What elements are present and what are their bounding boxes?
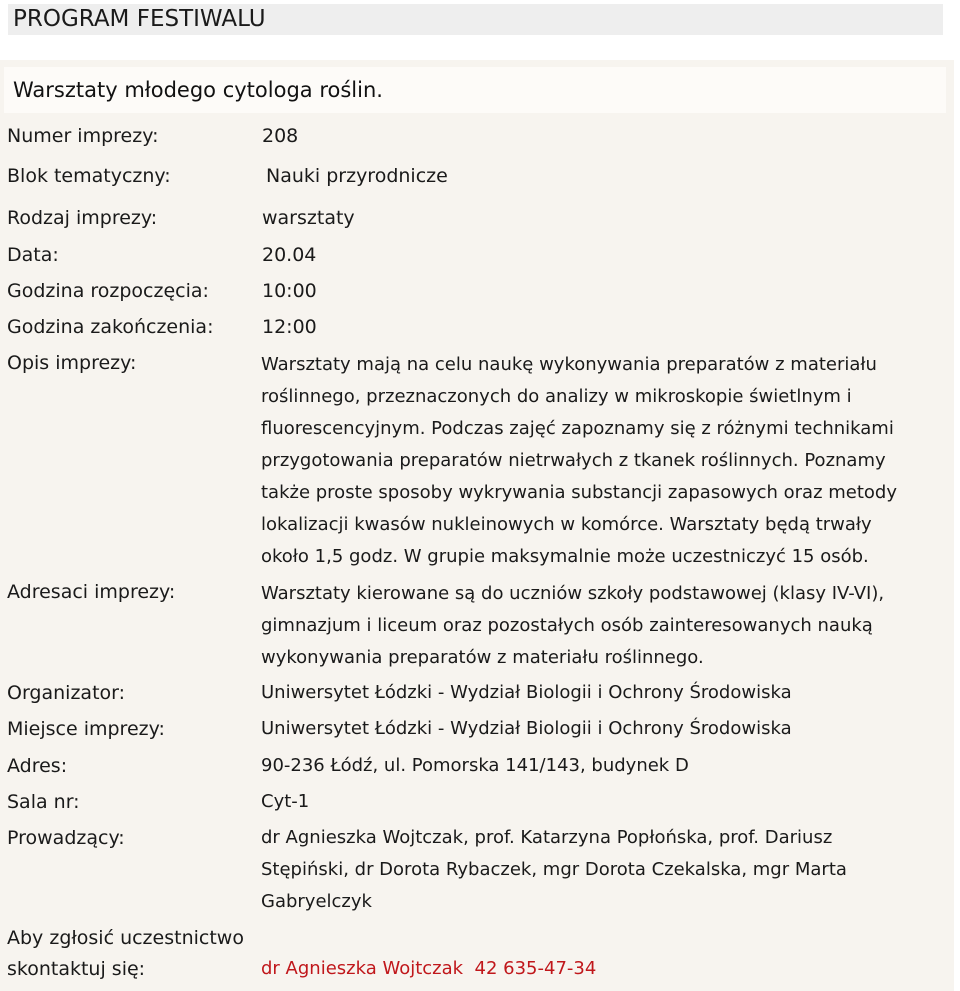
opis-line: Warsztaty mają na celu naukę wykonywania preparatów z materiału	[261, 354, 877, 375]
adresaci-line: wykonywania preparatów z materiału roślinnego.	[261, 647, 704, 668]
sala-value: Cyt-1	[261, 791, 310, 812]
opis-line: także proste sposoby wykrywania substancji zapasowych oraz metody	[261, 482, 898, 503]
blok-label: Blok tematyczny:	[7, 165, 171, 187]
opis-text	[261, 349, 951, 573]
opis-line: lokalizacji kwasów nukleinowych w komórce. Warsztaty będą trwały	[261, 514, 872, 535]
miejsce-label: Miejsce imprezy:	[7, 718, 165, 740]
numer-value: 208	[262, 125, 299, 147]
prowadzacy-label: Prowadzący:	[7, 827, 125, 849]
adres-label: Adres:	[7, 755, 68, 777]
adresaci-label: Adresaci imprezy:	[7, 581, 176, 603]
miejsce-value: Uniwersytet Łódzki - Wydział Biologii i Ochrony Środowiska	[261, 718, 792, 739]
opis-line: przygotowania preparatów nietrwałych z tkanek roślinnych. Poznamy	[261, 450, 886, 471]
page-title: PROGRAM FESTIWALU	[13, 6, 266, 32]
blok-value: Nauki przyrodnicze	[266, 165, 448, 187]
organizator-value: Uniwersytet Łódzki - Wydział Biologii i Ochrony Środowiska	[261, 682, 792, 703]
prowadzacy-line: Gabryelczyk	[261, 891, 372, 912]
prowadzacy-line: Stępiński, dr Dorota Rybaczek, mgr Dorota Czekalska, mgr Marta	[261, 859, 847, 880]
opis-line: fluorescencyjnym. Podczas zajęć zapoznamy się z różnymi technikami	[261, 418, 894, 439]
numer-label: Numer imprezy:	[7, 125, 159, 147]
start-time-label: Godzina rozpoczęcia:	[7, 280, 209, 302]
event-title: Warsztaty młodego cytologa roślin.	[13, 78, 383, 102]
end-time-value: 12:00	[262, 316, 317, 338]
event-title-band	[4, 67, 946, 113]
kontakt-label: skontaktuj się:	[7, 958, 146, 980]
zgloszenie-label: Aby zgłosić uczestnictwo	[7, 927, 244, 949]
end-time-label: Godzina zakończenia:	[7, 316, 214, 338]
start-time-value: 10:00	[262, 280, 317, 302]
data-value: 20.04	[262, 244, 317, 266]
page-header	[8, 4, 943, 35]
rodzaj-label: Rodzaj imprezy:	[7, 207, 158, 229]
prowadzacy-text	[261, 822, 951, 918]
data-label: Data:	[7, 244, 59, 266]
sala-label: Sala nr:	[7, 791, 80, 813]
prowadzacy-line: dr Agnieszka Wojtczak, prof. Katarzyna Popłońska, prof. Dariusz	[261, 827, 833, 848]
opis-line: roślinnego, przeznaczonych do analizy w mikroskopie świetlnym i	[261, 386, 852, 407]
adres-value: 90-236 Łódź, ul. Pomorska 141/143, budynek D	[261, 755, 689, 776]
adresaci-line: gimnazjum i liceum oraz pozostałych osób zainteresowanych nauką	[261, 615, 873, 636]
rodzaj-value: warsztaty	[262, 207, 355, 229]
adresaci-line: Warsztaty kierowane są do uczniów szkoły podstawowej (klasy IV-VI),	[261, 583, 885, 604]
kontakt-value: dr Agnieszka Wojtczak 42 635-47-34	[261, 958, 597, 979]
opis-label: Opis imprezy:	[7, 352, 137, 374]
opis-line: około 1,5 godz. W grupie maksymalnie może uczestniczyć 15 osób.	[261, 546, 869, 567]
adresaci-text	[261, 578, 951, 674]
organizator-label: Organizator:	[7, 682, 126, 704]
